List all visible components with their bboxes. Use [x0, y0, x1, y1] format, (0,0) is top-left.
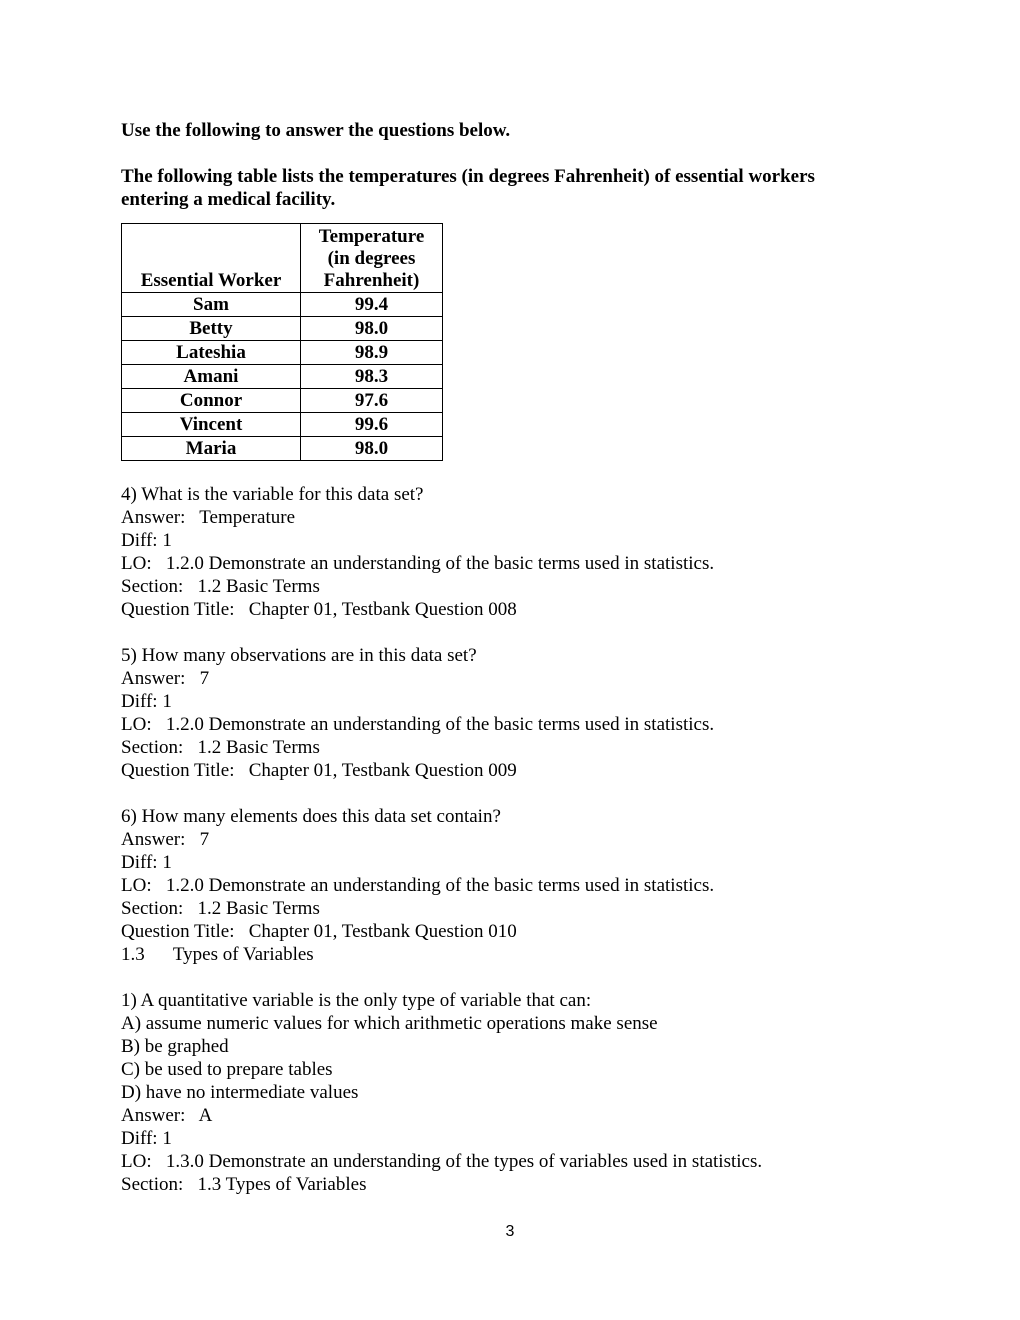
header-temperature	[301, 224, 443, 293]
section-line: Section: 1.2 Basic Terms	[121, 898, 320, 919]
temperature-table	[121, 223, 443, 461]
question-block-6	[121, 805, 901, 943]
question-title-line: Question Title: Chapter 01, Testbank Question 008	[121, 599, 517, 620]
question-text: 4) What is the variable for this data set?	[121, 484, 424, 505]
table-row	[122, 437, 443, 461]
table-row	[122, 413, 443, 437]
worker-cell: Connor	[122, 389, 301, 413]
option-b: B) be graphed	[121, 1036, 229, 1057]
header-temperature-line: Temperature	[318, 226, 425, 247]
table-row	[122, 341, 443, 365]
section-line: Section: 1.3 Types of Variables	[121, 1174, 367, 1195]
question-text: 5) How many observations are in this data set?	[121, 645, 477, 666]
option-a: A) assume numeric values for which arithmetic operations make sense	[121, 1013, 658, 1034]
page-number: 3	[505, 1223, 515, 1240]
difficulty-line: Diff: 1	[121, 1128, 172, 1149]
header-essential-worker: Essential Worker	[122, 224, 301, 293]
worker-cell: Sam	[122, 293, 301, 317]
worker-cell: Betty	[122, 317, 301, 341]
table-row	[122, 389, 443, 413]
answer-line: Answer: Temperature	[121, 507, 296, 528]
header-temperature-line: (in degrees	[327, 248, 416, 269]
question-title-line: Question Title: Chapter 01, Testbank Question 010	[121, 921, 517, 942]
worker-cell: Amani	[122, 365, 301, 389]
table-header-row	[122, 224, 443, 293]
learning-objective-line: LO: 1.2.0 Demonstrate an understanding of the basic terms used in statistics.	[121, 553, 715, 574]
temp-cell: 98.0	[301, 317, 443, 341]
worker-cell: Lateshia	[122, 341, 301, 365]
difficulty-line: Diff: 1	[121, 530, 172, 551]
worker-cell: Maria	[122, 437, 301, 461]
learning-objective-line: LO: 1.3.0 Demonstrate an understanding of the types of variables used in statistics.	[121, 1151, 763, 1172]
table-row	[122, 293, 443, 317]
answer-line: Answer: A	[121, 1105, 213, 1126]
table-row	[122, 317, 443, 341]
document-page	[121, 119, 901, 1196]
section-line: Section: 1.2 Basic Terms	[121, 737, 320, 758]
temp-cell: 98.9	[301, 341, 443, 365]
section-line: Section: 1.2 Basic Terms	[121, 576, 320, 597]
answer-line: Answer: 7	[121, 829, 210, 850]
section-heading: 1.3 Types of Variables	[121, 944, 314, 965]
question-text: 1) A quantitative variable is the only type of variable that can:	[121, 990, 592, 1011]
question-block-5	[121, 644, 901, 782]
header-temperature-line: Fahrenheit)	[323, 270, 420, 291]
temp-cell: 99.4	[301, 293, 443, 317]
learning-objective-line: LO: 1.2.0 Demonstrate an understanding of the basic terms used in statistics.	[121, 714, 715, 735]
option-d: D) have no intermediate values	[121, 1082, 359, 1103]
question-text: 6) How many elements does this data set contain?	[121, 806, 501, 827]
difficulty-line: Diff: 1	[121, 852, 172, 873]
option-c: C) be used to prepare tables	[121, 1059, 333, 1080]
question-block-4	[121, 483, 901, 621]
table-row	[122, 365, 443, 389]
learning-objective-line: LO: 1.2.0 Demonstrate an understanding of the basic terms used in statistics.	[121, 875, 715, 896]
difficulty-line: Diff: 1	[121, 691, 172, 712]
temp-cell: 98.3	[301, 365, 443, 389]
answer-line: Answer: 7	[121, 668, 210, 689]
worker-cell: Vincent	[122, 413, 301, 437]
mc-question-block	[121, 989, 901, 1196]
question-title-line: Question Title: Chapter 01, Testbank Question 009	[121, 760, 517, 781]
temp-cell: 98.0	[301, 437, 443, 461]
temp-cell: 99.6	[301, 413, 443, 437]
temp-cell: 97.6	[301, 389, 443, 413]
intro-description: The following table lists the temperatures (in degrees Fahrenheit) of essential workers entering a medical facility.	[121, 166, 815, 210]
intro-instruction: Use the following to answer the questions below.	[121, 120, 511, 141]
